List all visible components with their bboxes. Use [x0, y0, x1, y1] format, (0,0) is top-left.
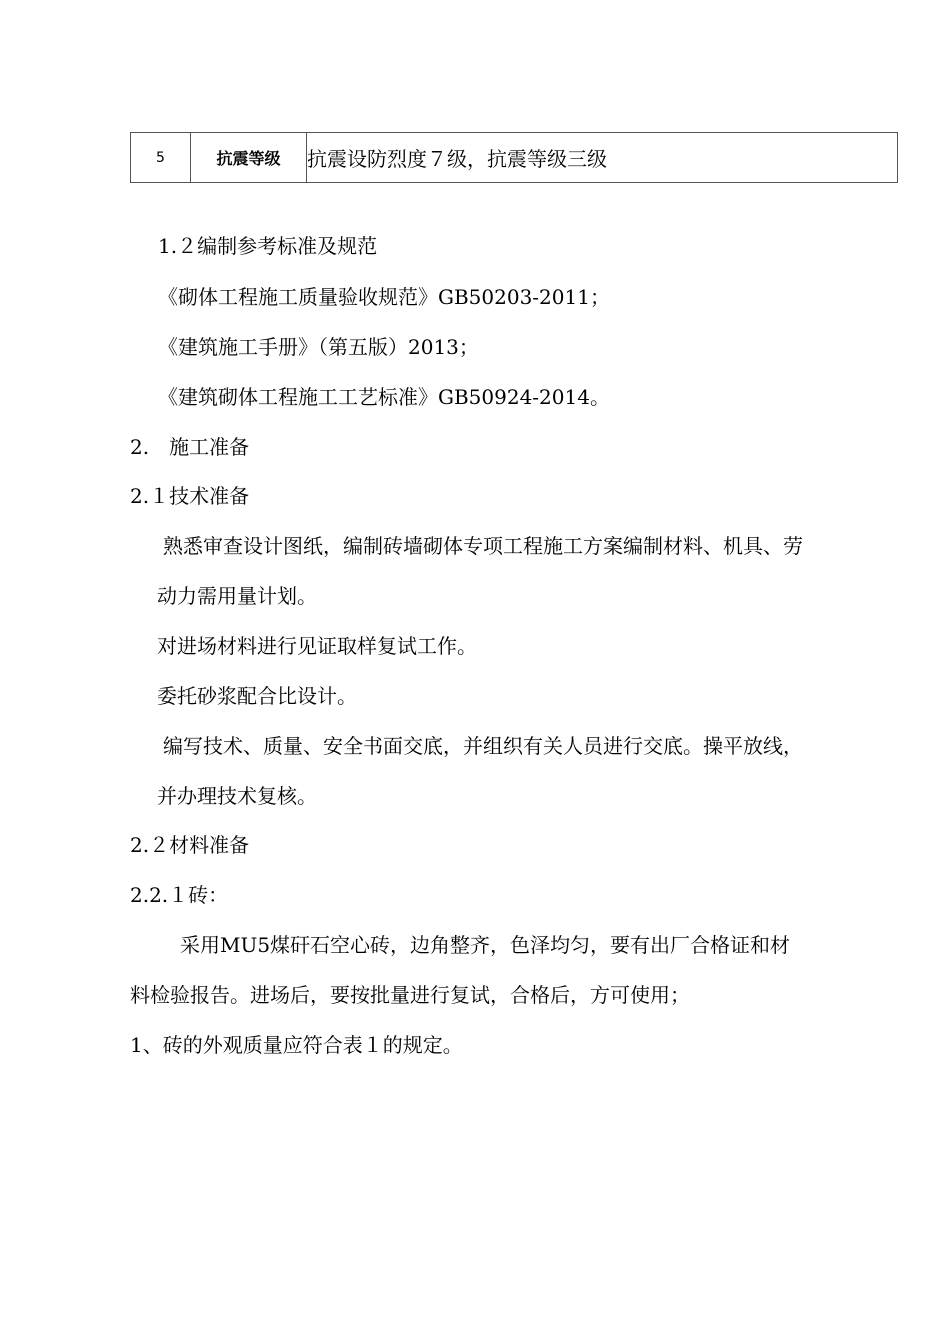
paragraph-line: 并办理技术复核。	[157, 784, 317, 808]
table-row	[131, 133, 898, 183]
subsection-heading-2-2-1: 2.2.１砖：	[130, 883, 229, 907]
paragraph-line: 委托砂浆配合比设计。	[157, 684, 357, 708]
reference-item-2: 《建筑施工手册》（第五版）2013；	[158, 335, 479, 359]
paragraph-line: 动力需用量计划。	[157, 584, 317, 608]
row-label-cell: 抗震等级	[191, 133, 307, 183]
section-heading-2-1: 2.１技术准备	[130, 484, 250, 508]
list-item: 1、砖的外观质量应符合表１的规定。	[130, 1033, 463, 1057]
section-heading-2-2: 2.２材料准备	[130, 833, 250, 857]
paragraph-line: 对进场材料进行见证取样复试工作。	[157, 634, 477, 658]
paragraph-line: 熟悉审查设计图纸，编制砖墙砌体专项工程施工方案编制材料、机具、劳	[163, 534, 803, 558]
row-number-cell: 5	[131, 133, 191, 183]
reference-item-3: 《建筑砌体工程施工工艺标准》GB50924-2014。	[158, 385, 610, 409]
reference-item-1: 《砌体工程施工质量验收规范》GB50203-2011；	[158, 285, 610, 309]
spec-table	[130, 132, 898, 183]
row-value-cell: 抗震设防烈度７级，抗震等级三级	[307, 133, 898, 183]
paragraph-line: 采用MU5煤矸石空心砖，边角整齐，色泽均匀，要有出厂合格证和材	[180, 933, 791, 957]
paragraph-line: 编写技术、质量、安全书面交底，并组织有关人员进行交底。操平放线，	[163, 734, 803, 758]
paragraph-line: 料检验报告。进场后，要按批量进行复试，合格后，方可使用；	[130, 983, 690, 1007]
section-heading-2: 2. 施工准备	[130, 435, 250, 459]
section-heading-1-2: 1.２编制参考标准及规范	[158, 234, 378, 258]
